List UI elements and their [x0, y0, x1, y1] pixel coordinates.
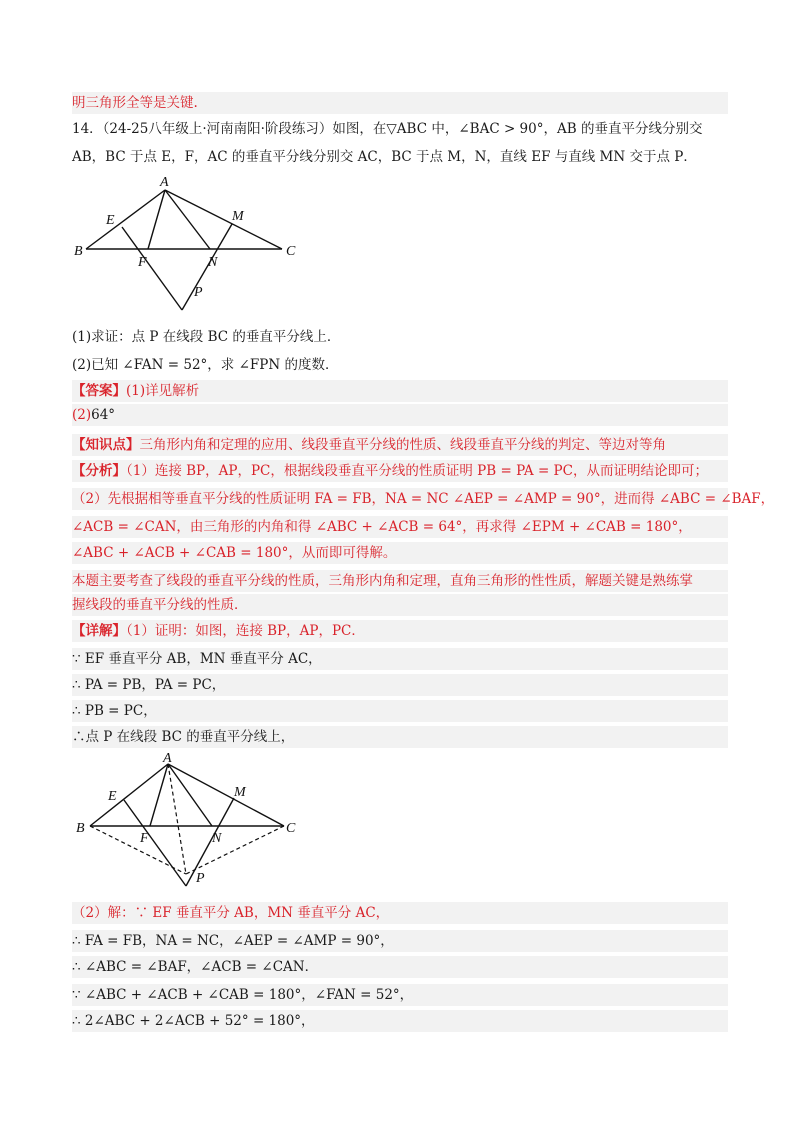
- analysis-line-2: （2）先根据相等垂直平分线的性质证明 FA = FB，NA = NC ∠AEP = ∠AMP = 90°，进而得 ∠ABC = ∠BAF，: [72, 488, 728, 510]
- answer-1: (1)详见解析: [126, 383, 200, 399]
- summary-line-1: 本题主要考查了线段的垂直平分线的性质，三角形内角和定理，直角三角形的性性质，解题关键是熟练掌: [72, 570, 728, 592]
- label-P-2: P: [196, 871, 205, 886]
- analysis-tag: 【分析】: [72, 463, 126, 479]
- label-A: A: [160, 175, 169, 190]
- part2-line-2: ∴ FA = FB，NA = NC，∠AEP = ∠AMP = 90°，: [72, 930, 728, 952]
- answer-line-2: [72, 404, 728, 426]
- knowledge-tag: 【知识点】: [72, 437, 140, 453]
- label-C: C: [286, 244, 296, 259]
- label-N: N: [208, 255, 218, 270]
- question-1: (1)求证：点 P 在线段 BC 的垂直平分线上．: [72, 329, 341, 345]
- knowledge-line: [72, 434, 728, 456]
- label-P: P: [194, 285, 203, 300]
- problem-line-1: 14．（24-25八年级上·河南南阳·阶段练习）如图，在▽ABC 中，∠BAC > 90°，AB 的垂直平分线分别交: [72, 121, 703, 137]
- summary-line-2: 握线段的垂直平分线的性质．: [72, 594, 728, 616]
- knowledge-text: 三角形内角和定理的应用、线段垂直平分线的性质、线段垂直平分线的判定、等边对等角: [139, 437, 666, 453]
- answer-tag: 【答案】: [72, 383, 126, 399]
- label-E-2: E: [108, 789, 117, 804]
- label-B: B: [74, 244, 83, 259]
- analysis-text-1: （1）连接 BP，AP，PC，根据线段垂直平分线的性质证明 PB = PA = PC，从而证明结论即可；: [126, 463, 708, 479]
- label-F-2: F: [140, 831, 149, 846]
- problem-line-2: AB，BC 于点 E，F，AC 的垂直平分线分别交 AC，BC 于点 M，N，直线 EF 与直线 MN 交于点 P．: [72, 149, 697, 165]
- detail-line-2: ∵ EF 垂直平分 AB，MN 垂直平分 AC，: [72, 648, 728, 670]
- part2-text-1: （2）解：∵ EF 垂直平分 AB，MN 垂直平分 AC，: [72, 905, 390, 921]
- detail-text-1: （1）证明：如图，连接 BP，AP，PC．: [126, 623, 365, 639]
- top-note: 明三角形全等是关键.: [72, 92, 728, 114]
- label-C-2: C: [286, 821, 296, 836]
- detail-tag: 【详解】: [72, 623, 126, 639]
- answer-line-1: [72, 380, 728, 402]
- part2-line-5: ∴ 2∠ABC + 2∠ACB + 52° = 180°，: [72, 1010, 728, 1032]
- detail-line-5: ∴点 P 在线段 BC 的垂直平分线上，: [72, 726, 728, 748]
- analysis-line-1: [72, 460, 728, 482]
- detail-line-3: ∴ PA = PB，PA = PC，: [72, 674, 728, 696]
- part2-line-4: ∵ ∠ABC + ∠ACB + ∠CAB = 180°，∠FAN = 52°，: [72, 984, 728, 1006]
- figure-triangle-2: [72, 752, 300, 892]
- label-E: E: [106, 213, 115, 228]
- answer-2-val: 64°: [91, 407, 116, 423]
- analysis-line-3: ∠ACB = ∠CAN，由三角形的内角和得 ∠ABC + ∠ACB = 64°，再求得 ∠EPM + ∠CAB = 180°，: [72, 516, 728, 538]
- analysis-line-4: ∠ABC + ∠ACB + ∠CAB = 180°，从而即可得解。: [72, 542, 728, 564]
- label-M: M: [232, 209, 244, 224]
- label-F: F: [138, 255, 147, 270]
- label-B-2: B: [76, 821, 85, 836]
- label-N-2: N: [212, 831, 222, 846]
- detail-line-1: [72, 620, 728, 642]
- label-A-2: A: [163, 752, 172, 766]
- part2-line-1: [72, 902, 728, 924]
- detail-line-4: ∴ PB = PC，: [72, 700, 728, 722]
- answer-2-num: (2): [72, 407, 92, 423]
- figure-triangle-1: [72, 172, 312, 312]
- question-2: (2)已知 ∠FAN = 52°，求 ∠FPN 的度数．: [72, 357, 339, 373]
- part2-line-3: ∴ ∠ABC = ∠BAF，∠ACB = ∠CAN．: [72, 956, 728, 978]
- label-M-2: M: [234, 785, 246, 800]
